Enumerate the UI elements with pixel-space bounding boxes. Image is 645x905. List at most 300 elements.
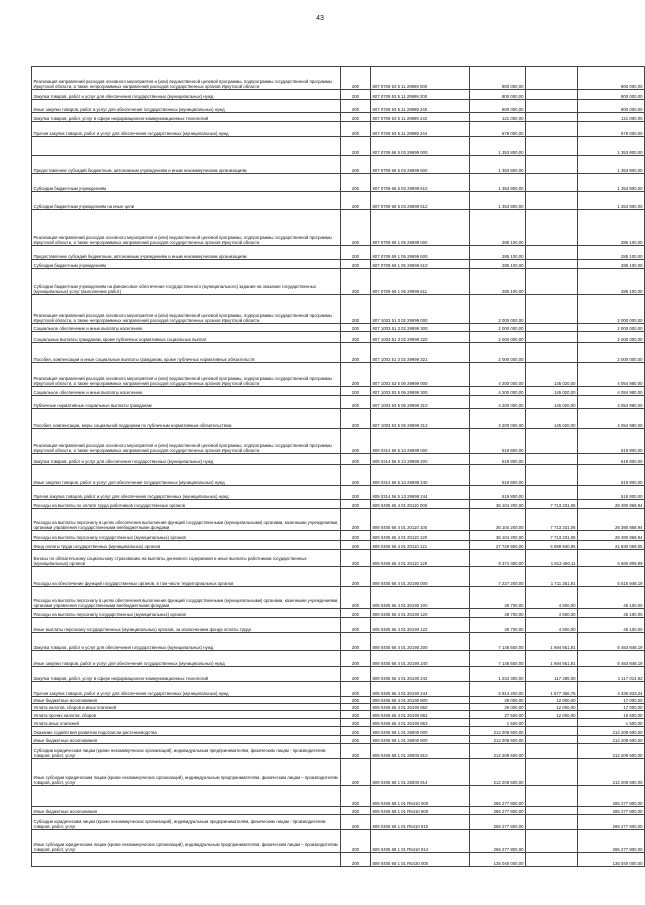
row-code-cell: 200: [341, 174, 371, 192]
table-row: [32, 122, 645, 137]
row-code-cell: 200: [341, 727, 371, 736]
table-row: [32, 363, 645, 387]
row-amount-cell: 36 104 200,00: [470, 500, 526, 509]
row-code-cell: 200: [341, 113, 371, 122]
table-row: [32, 711, 645, 719]
table-row: [32, 324, 645, 332]
row-change-cell: 12 000,00: [526, 711, 578, 719]
row-amount-cell: 2 000 000,00: [470, 343, 526, 363]
row-code-cell: 200: [341, 667, 371, 682]
row-total-cell: 4 054 980,00: [578, 387, 645, 396]
row-change-cell: [526, 137, 578, 156]
row-change-cell: [526, 260, 578, 269]
row-amount-cell: 212 209 600,00: [470, 727, 526, 736]
row-name-cell: Иные бюджетные ассигнования: [32, 807, 341, 815]
row-change-cell: 7 713 331,06: [526, 531, 578, 541]
row-total-cell: 800 000,00: [578, 90, 645, 100]
row-change-cell: [526, 295, 578, 324]
row-amount-cell: 5 914 200,00: [470, 682, 526, 697]
row-code-cell: 200: [341, 465, 371, 486]
row-amount-cell: 1 353 800,00: [470, 137, 526, 156]
table-row: [32, 387, 645, 396]
row-name-cell: Взносы по обязательному социальному страхованию на выплаты денежного содержания и иные выплаты работникам государственных (муниципальных) органов: [32, 550, 341, 567]
row-total-cell: 519 800,00: [578, 454, 645, 465]
row-classification-cell: 809 0405 68 1 01 28000 800: [371, 736, 470, 744]
row-total-cell: 4 336 833,24: [578, 682, 645, 697]
row-change-cell: [526, 807, 578, 815]
row-code-cell: 200: [341, 500, 371, 509]
row-amount-cell: 135 040 000,00: [470, 853, 526, 867]
row-classification-cell: 807 0709 69 1 05 29999 610: [371, 260, 470, 269]
row-code-cell: 200: [341, 704, 371, 711]
row-total-cell: 1 353 800,00: [578, 156, 645, 174]
row-change-cell: [526, 486, 578, 500]
row-code-cell: 200: [341, 853, 371, 867]
row-code-cell: 200: [341, 486, 371, 500]
row-code-cell: 200: [341, 651, 371, 667]
row-amount-cell: 285 100,00: [470, 210, 526, 246]
table-row: [32, 260, 645, 269]
row-amount-cell: 265 277 800,00: [470, 815, 526, 830]
table-row: [32, 807, 645, 815]
row-total-cell: 4 054 980,00: [578, 409, 645, 429]
row-classification-cell: 809 0405 66 4 01 20110 129: [371, 550, 470, 567]
row-change-cell: [526, 343, 578, 363]
row-classification-cell: 807 0709 53 5 11 29999 000: [371, 67, 470, 90]
row-classification-cell: 807 1003 53 5 06 29999 313: [371, 409, 470, 429]
row-amount-cell: 1 353 800,00: [470, 192, 526, 210]
table-row: [32, 587, 645, 609]
table-row: [32, 269, 645, 295]
row-name-cell: Уплата прочих налогов, сборов: [32, 711, 341, 719]
row-classification-cell: 809 0405 68 1 01 R5410 810: [371, 815, 470, 830]
table-row: [32, 682, 645, 697]
row-name-cell: Фонд оплаты труда государственных (муниципальных) органов: [32, 541, 341, 550]
row-code-cell: 200: [341, 609, 371, 618]
row-classification-cell: 809 0314 56 5 13 29999 200: [371, 454, 470, 465]
row-classification-cell: 807 1003 51 3 02 29999 320: [371, 332, 470, 343]
row-change-cell: [526, 727, 578, 736]
table-row: [32, 786, 645, 807]
table-row: [32, 618, 645, 633]
row-code-cell: 200: [341, 567, 371, 587]
row-name-cell: Реализация направлений расходов основного мероприятия и (или) ведомственной целевой программы, подпрограммы государственной программы Иркутской области, а также непрограммных направлений расходов государственных органов Иркутской области: [32, 210, 341, 246]
table-row: [32, 704, 645, 711]
row-code-cell: 200: [341, 324, 371, 332]
row-change-cell: [526, 324, 578, 332]
row-classification-cell: 809 0405 68 1 01 R5410 814: [371, 830, 470, 853]
row-change-cell: 4 600,00: [526, 609, 578, 618]
row-name-cell: Субсидии бюджетным учреждениям на иные цели: [32, 192, 341, 210]
table-row: [32, 246, 645, 260]
budget-table: [31, 66, 645, 867]
row-classification-cell: 809 0405 66 4 01 20110 121: [371, 541, 470, 550]
row-name-cell: Уплата иных платежей: [32, 719, 341, 727]
row-classification-cell: 807 0709 53 5 11 29999 240: [371, 100, 470, 113]
row-classification-cell: 809 0405 66 4 01 20190 120: [371, 609, 470, 618]
budget-table-body: [32, 67, 645, 867]
row-total-cell: 6 560 809,89: [578, 550, 645, 567]
row-change-cell: 145 020,00: [526, 396, 578, 409]
row-classification-cell: 807 0709 66 5 03 29999 612: [371, 192, 470, 210]
row-amount-cell: 8 374 300,00: [470, 550, 526, 567]
row-code-cell: 200: [341, 633, 371, 651]
table-row: [32, 541, 645, 550]
row-name-cell: Иные бюджетные ассигнования: [32, 697, 341, 704]
row-name-cell: Пособия, компенсации и иные социальные выплаты гражданам, кроме публичных нормативных обязательств: [32, 343, 341, 363]
row-name-cell: Социальное обеспечение и иные выплаты населению: [32, 324, 341, 332]
table-row: [32, 567, 645, 587]
row-amount-cell: 27 500,00: [470, 711, 526, 719]
row-code-cell: 200: [341, 260, 371, 269]
row-classification-cell: 809 0405 68 1 01 R5410 800: [371, 807, 470, 815]
row-total-cell: 265 277 800,00: [578, 807, 645, 815]
row-name-cell: Расходы на выплаты персоналу в целях обеспечения выполнения функций государственными (муниципальными) органами, казенными учреждениями, органами управления государственными внебюджетными фондами: [32, 509, 341, 531]
row-code-cell: 200: [341, 387, 371, 396]
row-total-cell: 800 000,00: [578, 67, 645, 90]
row-classification-cell: 809 0314 56 5 13 29999 240: [371, 465, 470, 486]
row-change-cell: [526, 454, 578, 465]
table-row: [32, 531, 645, 541]
row-change-cell: [526, 90, 578, 100]
table-row: [32, 156, 645, 174]
row-name-cell: Предоставление субсидий бюджетным, автономным учреждениям и иным некоммерческим организациям: [32, 246, 341, 260]
row-change-cell: 145 020,00: [526, 409, 578, 429]
row-change-cell: [526, 786, 578, 807]
row-change-cell: 4 600,00: [526, 587, 578, 609]
row-amount-cell: 800 000,00: [470, 90, 526, 100]
table-row: [32, 409, 645, 429]
row-classification-cell: 809 0405 66 4 01 20190 000: [371, 567, 470, 587]
row-total-cell: 2 000 000,00: [578, 343, 645, 363]
row-change-cell: [526, 156, 578, 174]
row-name-cell: Социальные выплаты гражданам, кроме публичных нормативных социальных выплат: [32, 332, 341, 343]
row-change-cell: [526, 122, 578, 137]
table-row: [32, 736, 645, 744]
row-change-cell: 1 813 490,11: [526, 550, 578, 567]
row-code-cell: 200: [341, 295, 371, 324]
row-amount-cell: 212 209 600,00: [470, 736, 526, 744]
row-code-cell: 200: [341, 192, 371, 210]
row-code-cell: 200: [341, 807, 371, 815]
row-name-cell: Иные субсидии юридическим лицам (кроме некоммерческих организаций), индивидуальным предпринимателям, физическим лицам – производителям товаров, работ, услуг: [32, 759, 341, 786]
row-total-cell: 5 515 948,19: [578, 567, 645, 587]
row-classification-cell: 807 0709 66 5 03 29999 610: [371, 174, 470, 192]
row-code-cell: 200: [341, 744, 371, 759]
row-total-cell: 17 000,00: [578, 697, 645, 704]
row-amount-cell: 285 100,00: [470, 246, 526, 260]
table-row: [32, 67, 645, 90]
row-name-cell: Реализация направлений расходов основного мероприятия и (или) ведомственной целевой программы, подпрограммы государственной программы Иркутской области, а также непрограммных направлений расходов государственных органов Иркутской области: [32, 67, 341, 90]
row-change-cell: [526, 736, 578, 744]
row-amount-cell: 4 200 000,00: [470, 387, 526, 396]
row-code-cell: 200: [341, 711, 371, 719]
row-code-cell: 200: [341, 587, 371, 609]
row-total-cell: 265 277 800,00: [578, 830, 645, 853]
row-amount-cell: 7 148 500,00: [470, 651, 526, 667]
row-code-cell: 200: [341, 100, 371, 113]
row-code-cell: 200: [341, 246, 371, 260]
row-change-cell: 145 020,00: [526, 387, 578, 396]
row-amount-cell: 29 000,00: [470, 697, 526, 704]
table-row: [32, 137, 645, 156]
row-amount-cell: 679 000,00: [470, 122, 526, 137]
row-code-cell: 200: [341, 697, 371, 704]
row-classification-cell: 807 1003 51 3 02 29999 300: [371, 324, 470, 332]
row-classification-cell: 809 0314 56 5 13 29999 244: [371, 486, 470, 500]
row-amount-cell: 265 277 800,00: [470, 830, 526, 853]
row-total-cell: 679 000,00: [578, 122, 645, 137]
row-classification-cell: 809 0405 66 4 01 20190 242: [371, 667, 470, 682]
row-name-cell: Реализация направлений расходов основного мероприятия и (или) ведомственной целевой программы, подпрограммы государственной программы Иркутской области, а также непрограммных направлений расходов государственных органов Иркутской области: [32, 429, 341, 454]
table-row: [32, 550, 645, 567]
table-row: [32, 113, 645, 122]
row-change-cell: [526, 174, 578, 192]
table-row: [32, 667, 645, 682]
row-total-cell: 1 353 800,00: [578, 174, 645, 192]
table-row: [32, 727, 645, 736]
row-name-cell: Реализация направлений расходов основного мероприятия и (или) ведомственной целевой программы, подпрограммы государственной программы Иркутской области, а также непрограммных направлений расходов государственных органов Иркутской области: [32, 363, 341, 387]
row-change-cell: 1 711 251,81: [526, 567, 578, 587]
row-classification-cell: 809 0405 68 1 01 R5410 000: [371, 786, 470, 807]
row-name-cell: [32, 786, 341, 807]
table-row: [32, 332, 645, 343]
row-amount-cell: 2 000 000,00: [470, 332, 526, 343]
row-classification-cell: 807 0709 66 5 03 29999 600: [371, 156, 470, 174]
row-amount-cell: 4 200 000,00: [470, 409, 526, 429]
row-classification-cell: 807 0709 69 1 05 29999 611: [371, 269, 470, 295]
row-classification-cell: 809 0405 66 4 01 20190 800: [371, 697, 470, 704]
row-code-cell: 200: [341, 156, 371, 174]
table-row: [32, 486, 645, 500]
row-name-cell: Прочая закупка товаров, работ и услуг для обеспечения государственных (муниципальных) нужд: [32, 682, 341, 697]
page-number: 43: [316, 15, 324, 22]
row-code-cell: 200: [341, 759, 371, 786]
table-row: [32, 343, 645, 363]
row-amount-cell: 519 800,00: [470, 486, 526, 500]
row-amount-cell: 212 209 600,00: [470, 744, 526, 759]
row-name-cell: Закупка товаров, работ, услуг в сфере информационно-коммуникационных технологий: [32, 113, 341, 122]
row-code-cell: 200: [341, 786, 371, 807]
row-name-cell: Расходы на выплаты персоналу государственных (муниципальных) органов: [32, 531, 341, 541]
row-name-cell: Иные закупки товаров, работ и услуг для обеспечения государственных (муниципальных) нужд: [32, 651, 341, 667]
row-classification-cell: 809 0314 56 5 13 29999 000: [371, 429, 470, 454]
row-name-cell: Прочая закупка товаров, работ и услуг для обеспечения государственных (муниципальных) нужд: [32, 486, 341, 500]
row-classification-cell: 809 0405 66 4 01 20110 100: [371, 509, 470, 531]
row-classification-cell: 809 0405 66 4 01 20110 120: [371, 531, 470, 541]
row-code-cell: 200: [341, 830, 371, 853]
row-classification-cell: 807 1003 53 5 06 29999 310: [371, 396, 470, 409]
row-name-cell: Закупка товаров, работ и услуг для обеспечения государственных (муниципальных) нужд: [32, 90, 341, 100]
row-change-cell: 145 020,00: [526, 363, 578, 387]
row-name-cell: Иные закупки товаров, работ и услуг для обеспечения государственных (муниципальных) нужд: [32, 100, 341, 113]
table-row: [32, 465, 645, 486]
row-classification-cell: 809 0405 68 1 01 28000 810: [371, 744, 470, 759]
row-total-cell: 28 390 868,94: [578, 500, 645, 509]
table-row: [32, 759, 645, 786]
row-total-cell: 2 000 000,00: [578, 332, 645, 343]
row-change-cell: [526, 192, 578, 210]
row-name-cell: Расходы на обеспечение функций государственных органов, в том числе территориальных органов: [32, 567, 341, 587]
row-amount-cell: 519 800,00: [470, 429, 526, 454]
row-change-cell: 1 694 651,81: [526, 651, 578, 667]
row-amount-cell: 4 200 000,00: [470, 363, 526, 387]
row-name-cell: Расходы на выплаты персоналу в целях обеспечения выполнения функций государственными (муниципальными) органами, казенными учреждениями, органами управления государственными внебюджетными фондами: [32, 587, 341, 609]
row-classification-cell: 809 0405 68 1 01 28000 814: [371, 759, 470, 786]
row-classification-cell: 809 0405 68 1 01 28000 000: [371, 727, 470, 736]
row-name-cell: Иные выплаты персоналу государственных (муниципальных) органов, за исключением фонда оплаты труда: [32, 618, 341, 633]
row-amount-cell: 2 000 000,00: [470, 324, 526, 332]
row-total-cell: 21 830 059,05: [578, 541, 645, 550]
row-change-cell: 1 577 366,76: [526, 682, 578, 697]
row-name-cell: Субсидии юридическим лицам (кроме некоммерческих организаций), индивидуальным предпринимателям, физическим лицам - производителям товаров, работ, услуг: [32, 744, 341, 759]
row-name-cell: Субсидии бюджетным учреждениям: [32, 260, 341, 269]
row-total-cell: 135 040 000,00: [578, 853, 645, 867]
row-name-cell: Закупка товаров, работ и услуг для обеспечения государственных (муниципальных) нужд: [32, 633, 341, 651]
row-code-cell: 200: [341, 343, 371, 363]
row-classification-cell: 809 0405 66 4 01 20190 852: [371, 711, 470, 719]
row-code-cell: 200: [341, 122, 371, 137]
row-change-cell: 12 000,00: [526, 697, 578, 704]
table-row: [32, 815, 645, 830]
row-amount-cell: 1 500,00: [470, 719, 526, 727]
row-code-cell: 200: [341, 454, 371, 465]
row-classification-cell: 809 0405 66 4 01 20190 853: [371, 719, 470, 727]
row-amount-cell: 36 104 200,00: [470, 509, 526, 531]
row-total-cell: 212 209 600,00: [578, 744, 645, 759]
row-change-cell: 12 000,00: [526, 704, 578, 711]
row-name-cell: Закупка товаров, работ, услуг в сфере информационно-коммуникационных технологий: [32, 667, 341, 682]
row-classification-cell: 809 0405 66 4 01 20190 200: [371, 633, 470, 651]
row-amount-cell: 49 700,00: [470, 587, 526, 609]
row-change-cell: 7 713 331,06: [526, 509, 578, 531]
row-change-cell: [526, 744, 578, 759]
row-total-cell: 121 000,00: [578, 113, 645, 122]
row-total-cell: 265 277 800,00: [578, 786, 645, 807]
row-amount-cell: 212 209 600,00: [470, 759, 526, 786]
row-total-cell: 265 277 800,00: [578, 815, 645, 830]
row-code-cell: 200: [341, 269, 371, 295]
row-total-cell: 1 117 014,92: [578, 667, 645, 682]
row-change-cell: [526, 815, 578, 830]
row-total-cell: 1 500,00: [578, 719, 645, 727]
row-classification-cell: 809 0405 66 4 01 20110 000: [371, 500, 470, 509]
row-total-cell: 45 100,00: [578, 618, 645, 633]
row-name-cell: Социальное обеспечение и иные выплаты населению: [32, 387, 341, 396]
row-code-cell: 200: [341, 815, 371, 830]
table-row: [32, 429, 645, 454]
table-row: [32, 651, 645, 667]
row-total-cell: 28 390 868,94: [578, 509, 645, 531]
row-change-cell: [526, 246, 578, 260]
row-change-cell: 4 600,00: [526, 618, 578, 633]
row-change-cell: [526, 67, 578, 90]
row-name-cell: Уплата налогов, сборов и иных платежей: [32, 704, 341, 711]
row-change-cell: 117 285,00: [526, 667, 578, 682]
row-amount-cell: 800 000,00: [470, 100, 526, 113]
row-change-cell: [526, 853, 578, 867]
row-total-cell: 2 000 000,00: [578, 324, 645, 332]
row-code-cell: 200: [341, 67, 371, 90]
row-classification-cell: 807 0709 53 5 11 29999 242: [371, 113, 470, 122]
row-change-cell: [526, 830, 578, 853]
row-classification-cell: 807 0709 53 5 11 29999 200: [371, 90, 470, 100]
row-amount-cell: 1 353 800,00: [470, 156, 526, 174]
row-amount-cell: 36 104 200,00: [470, 531, 526, 541]
table-row: [32, 609, 645, 618]
row-code-cell: 200: [341, 550, 371, 567]
row-amount-cell: 265 277 800,00: [470, 786, 526, 807]
row-classification-cell: 807 1003 51 3 02 29999 321: [371, 343, 470, 363]
row-name-cell: [32, 137, 341, 156]
table-row: [32, 830, 645, 853]
table-row: [32, 853, 645, 867]
row-code-cell: 200: [341, 618, 371, 633]
row-classification-cell: 807 1003 51 3 02 29999 000: [371, 295, 470, 324]
row-classification-cell: 807 0709 66 5 03 29999 000: [371, 137, 470, 156]
row-total-cell: 285 100,00: [578, 269, 645, 295]
table-row: [32, 396, 645, 409]
row-amount-cell: 1 353 800,00: [470, 174, 526, 192]
row-total-cell: 4 054 980,00: [578, 396, 645, 409]
table-row: [32, 719, 645, 727]
row-name-cell: Закупка товаров, работ и услуг для обеспечения государственных (муниципальных) нужд: [32, 454, 341, 465]
row-change-cell: 1 694 651,81: [526, 633, 578, 651]
row-change-cell: [526, 113, 578, 122]
row-name-cell: Субсидии бюджетным учреждениям: [32, 174, 341, 192]
row-total-cell: 45 100,00: [578, 609, 645, 618]
row-change-cell: [526, 759, 578, 786]
row-name-cell: Субсидии юридическим лицам (кроме некоммерческих организаций), индивидуальным предпринимателям, физическим лицам - производителям товаров, работ, услуг: [32, 815, 341, 830]
row-amount-cell: 7 227 200,00: [470, 567, 526, 587]
table-row: [32, 210, 645, 246]
table-row: [32, 744, 645, 759]
row-total-cell: 1 353 800,00: [578, 137, 645, 156]
row-code-cell: 200: [341, 363, 371, 387]
table-row: [32, 697, 645, 704]
row-name-cell: Публичные нормативные социальные выплаты гражданам: [32, 396, 341, 409]
row-name-cell: Оказание содействия развитию подотрасли растениеводства: [32, 727, 341, 736]
row-name-cell: Реализация направлений расходов основного мероприятия и (или) ведомственной целевой программы, подпрограммы государственной программы Иркутской области, а также непрограммных направлений расходов государственных органов Иркутской области: [32, 295, 341, 324]
row-code-cell: 200: [341, 541, 371, 550]
row-total-cell: 2 000 000,00: [578, 295, 645, 324]
table-row: [32, 174, 645, 192]
row-amount-cell: 27 729 900,00: [470, 541, 526, 550]
table-row: [32, 500, 645, 509]
row-amount-cell: 2 000 000,00: [470, 295, 526, 324]
table-row: [32, 509, 645, 531]
row-total-cell: 5 453 848,19: [578, 651, 645, 667]
row-total-cell: 5 453 848,19: [578, 633, 645, 651]
row-total-cell: 15 500,00: [578, 711, 645, 719]
row-total-cell: 519 800,00: [578, 486, 645, 500]
row-classification-cell: 807 1003 53 5 06 29999 000: [371, 363, 470, 387]
row-classification-cell: 809 0405 66 4 01 20190 850: [371, 704, 470, 711]
row-change-cell: [526, 332, 578, 343]
row-name-cell: Иные закупки товаров, работ и услуг для обеспечения государственных (муниципальных) нужд: [32, 465, 341, 486]
row-change-cell: [526, 719, 578, 727]
row-code-cell: 200: [341, 429, 371, 454]
row-total-cell: 17 000,00: [578, 704, 645, 711]
row-change-cell: 5 899 840,95: [526, 541, 578, 550]
row-change-cell: [526, 210, 578, 246]
row-classification-cell: 807 0709 69 1 05 29999 000: [371, 210, 470, 246]
row-amount-cell: 285 100,00: [470, 269, 526, 295]
row-amount-cell: 49 700,00: [470, 618, 526, 633]
row-classification-cell: 807 1003 53 5 06 29999 300: [371, 387, 470, 396]
table-row: [32, 454, 645, 465]
row-change-cell: [526, 269, 578, 295]
